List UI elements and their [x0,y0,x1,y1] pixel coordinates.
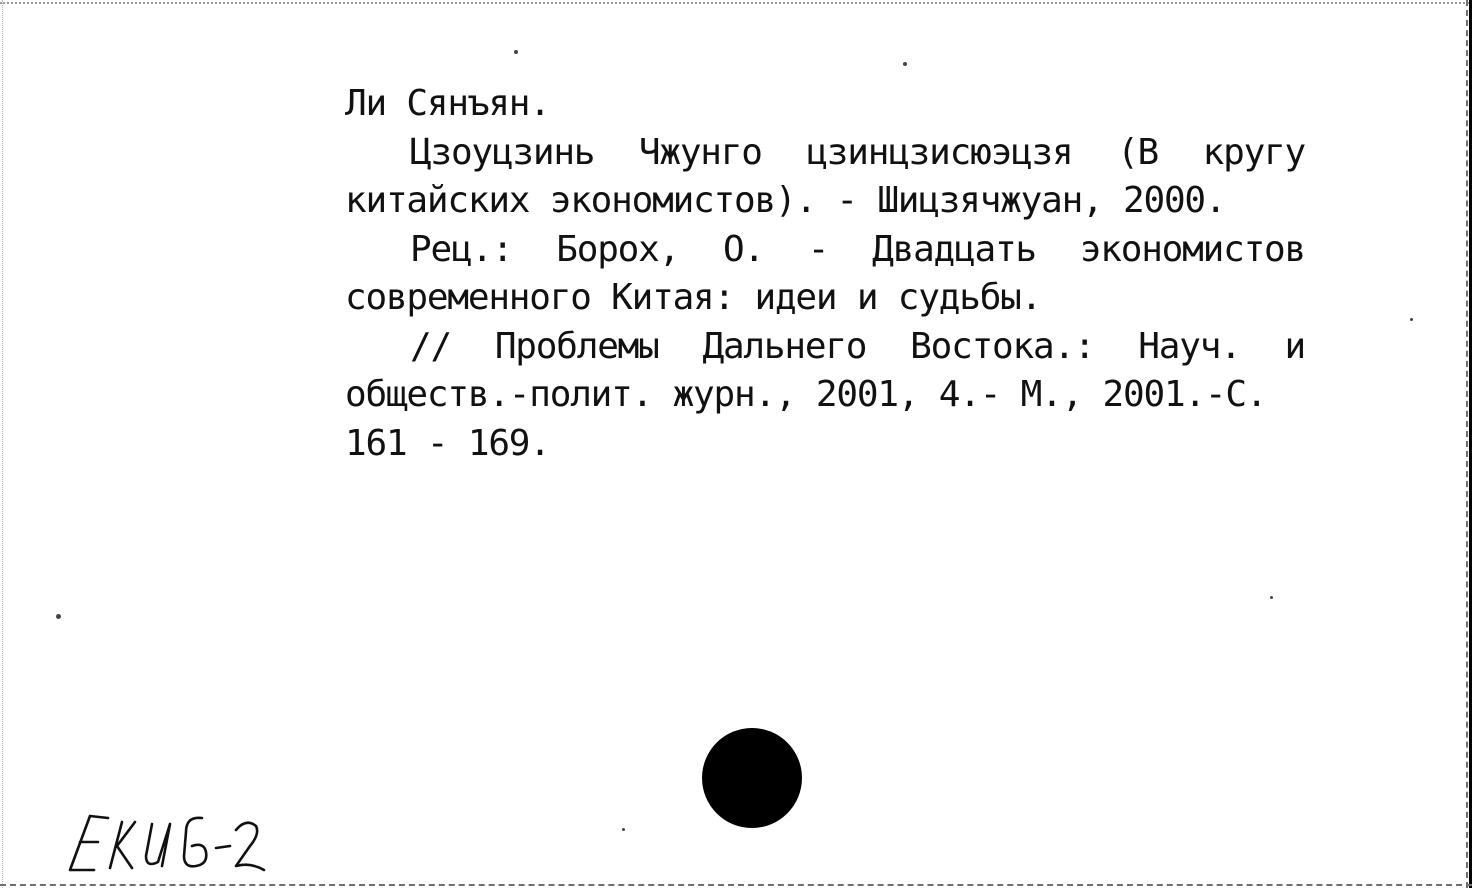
review-line-1: Рец.: Борох, О. - Двадцать экономистов [410,228,1305,270]
card-text [345,80,1305,468]
scan-speck [514,50,518,54]
source-line-2: обществ.-полит. журн., 2001, 4.- М., 2001.-С. [345,374,1267,415]
source-line-3: 161 - 169. [345,422,550,464]
author-line: Ли Сянъян. [345,83,550,124]
scan-speck [56,614,61,619]
scan-border-left [2,0,3,888]
scan-border-bottom [0,884,1472,886]
scan-border-top [0,2,1472,4]
title-line-1: Цзоуцзинь Чжунго цзинцзисюэцзя (В кругу [410,131,1305,173]
handwritten-call-number [60,808,330,878]
title-line-2: китайских экономистов). - Шицзячжуан, 2000. [345,180,1226,221]
scan-speck [1270,596,1273,599]
scan-speck [1410,318,1413,321]
punch-hole [702,728,802,828]
scan-speck [903,62,907,66]
scan-border-right [1466,0,1468,888]
review-line-2: современного Китая: идеи и судьбы. [345,277,1042,318]
source-line-1: // Проблемы Дальнего Востока.: Науч. и [410,325,1305,367]
scan-speck [622,828,625,831]
